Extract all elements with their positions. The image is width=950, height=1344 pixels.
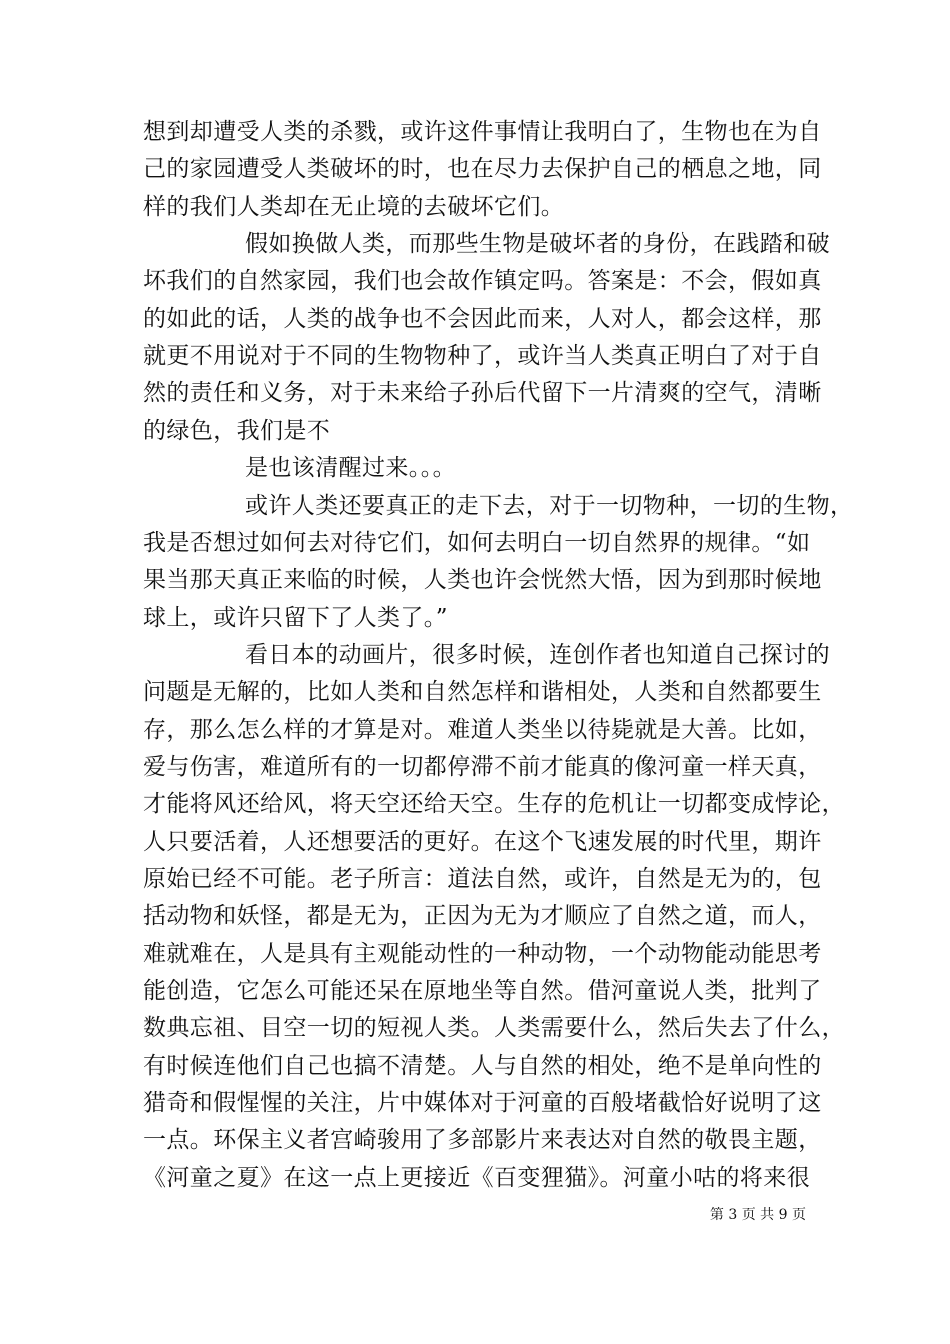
text-line: 一点。环保主义者宫崎骏用了多部影片来表达对自然的敬畏主题， <box>143 1127 822 1154</box>
text-line: 爱与伤害，难道所有的一切都停滞不前才能真的像河童一样天真， <box>143 753 822 780</box>
text-line: 然的责任和义务，对于未来给子孙后代留下一片清爽的空气，清晰 <box>143 380 822 407</box>
text-line: 才能将风还给风，将天空还给天空。生存的危机让一切都变成悖论， <box>143 791 845 818</box>
text-line: 球上，或许只留下了人类了。” <box>143 604 448 631</box>
page-number-label: 第 3 页 共 9 页 <box>709 1207 806 1223</box>
text-line: 样的我们人类却在无止境的去破坏它们。 <box>143 193 565 220</box>
text-line: 括动物和妖怪，都是无为，正因为无为才顺应了自然之道，而人， <box>143 903 822 930</box>
text-line: 看日本的动画片，很多时候，连创作者也知道自己探讨的 <box>245 641 830 668</box>
page-footer <box>0 1206 806 1224</box>
text-line: 是也该清醒过来。。。 <box>245 455 456 482</box>
text-line: 《河童之夏》在这一点上更接近《百变狸猫》。河童小咕的将来很 <box>143 1164 811 1191</box>
text-line: 或许人类还要真正的走下去，对于一切物种，一切的生物， <box>245 492 854 519</box>
text-line: 人只要活着，人还想要活的更好。在这个飞速发展的时代里，期许 <box>143 828 822 855</box>
text-line: 有时候连他们自己也搞不清楚。人与自然的相处，绝不是单向性的 <box>143 1052 822 1079</box>
text-line: 的绿色，我们是不 <box>143 417 331 444</box>
text-line: 想到却遭受人类的杀戮，或许这件事情让我明白了，生物也在为自 <box>143 119 822 145</box>
text-line: 我是否想过如何去对待它们，如何去明白一切自然界的规律。“如 <box>143 529 811 556</box>
text-line: 就更不用说对于不同的生物物种了，或许当人类真正明白了对于自 <box>143 343 822 370</box>
text-line: 难就难在，人是具有主观能动性的一种动物，一个动物能动能思考 <box>143 940 822 967</box>
text-line: 假如换做人类，而那些生物是破坏者的身份，在践踏和破 <box>245 231 830 258</box>
text-line: 能创造，它怎么可能还呆在原地坐等自然。借河童说人类，批判了 <box>143 978 822 1005</box>
text-line: 己的家园遭受人类破坏的时，也在尽力去保护自己的栖息之地，同 <box>143 156 822 183</box>
text-line: 问题是无解的，比如人类和自然怎样和谐相处，人类和自然都要生 <box>143 679 822 706</box>
text-line: 果当那天真正来临的时候，人类也许会恍然大悟，因为到那时候地 <box>143 567 822 594</box>
text-line: 坏我们的自然家园，我们也会故作镇定吗。答案是：不会，假如真 <box>143 268 822 295</box>
text-line: 存，那么怎么样的才算是对。难道人类坐以待毙就是大善。比如， <box>143 716 822 743</box>
text-line: 的如此的话，人类的战争也不会因此而来，人对人，都会这样，那 <box>143 305 822 332</box>
text-line: 数典忘祖、目空一切的短视人类。人类需要什么，然后失去了什么， <box>143 1015 845 1042</box>
text-line: 猎奇和假惺惺的关注，片中媒体对于河童的百般堵截恰好说明了这 <box>143 1090 822 1117</box>
text-line: 原始已经不可能。老子所言：道法自然，或许，自然是无为的，包 <box>143 866 822 892</box>
